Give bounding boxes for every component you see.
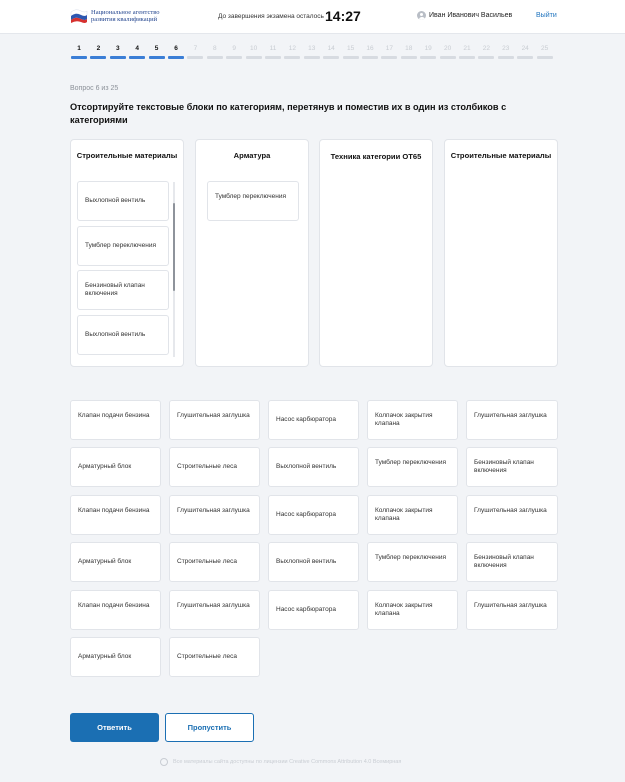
progress-step-number: 11 — [269, 45, 277, 52]
question-number: Вопрос 6 из 25 — [70, 85, 119, 92]
progress-step[interactable] — [459, 45, 475, 59]
answer-block[interactable]: Бензиновый клапан включения — [466, 542, 558, 582]
column-card[interactable]: Выхлопной вентиль — [77, 181, 169, 221]
progress-step[interactable] — [149, 45, 165, 59]
user-menu[interactable] — [417, 11, 512, 20]
progress-step[interactable] — [537, 45, 553, 59]
progress-step-bar — [343, 56, 359, 59]
progress-step-number: 20 — [443, 45, 452, 52]
answer-block[interactable]: Строительные леса — [169, 447, 260, 487]
progress-step-number: 17 — [385, 45, 393, 52]
progress-step-number: 9 — [232, 45, 236, 52]
progress-step[interactable] — [207, 45, 223, 59]
progress-step-bar — [246, 56, 262, 59]
question-text: Отсортируйте текстовые блоки по категориям, перетянув и поместив их в один из столбиков с категориями — [70, 102, 507, 125]
progress-step[interactable] — [304, 45, 320, 59]
progress-step-number: 3 — [115, 45, 120, 52]
progress-step-number: 19 — [424, 45, 432, 52]
progress-step-number: 24 — [521, 45, 529, 52]
progress-step-number: 21 — [463, 45, 471, 52]
progress-step-number: 25 — [540, 45, 549, 52]
answer-block[interactable]: Насос карбюратора — [268, 495, 359, 535]
progress-step-bar — [440, 56, 456, 59]
column-card[interactable]: Тумблер переключения — [77, 226, 169, 266]
answer-block[interactable]: Тумблер переключения — [367, 447, 458, 487]
answer-block[interactable]: Бензиновый клапан включения — [466, 447, 558, 487]
answer-block[interactable]: Клапан подачи бензина — [70, 495, 161, 535]
progress-step-bar — [284, 56, 300, 59]
progress-step[interactable] — [478, 45, 494, 59]
progress-step-bar — [420, 56, 436, 59]
progress-step-number: 18 — [405, 45, 413, 52]
progress-step-number: 14 — [327, 45, 335, 52]
answer-block[interactable]: Арматурный блок — [70, 447, 161, 487]
answer-block[interactable]: Глушительная заглушка — [169, 590, 260, 630]
progress-step[interactable] — [129, 45, 145, 59]
progress-step-bar — [265, 56, 281, 59]
answer-block[interactable]: Строительные леса — [169, 542, 260, 582]
progress-step-bar — [401, 56, 417, 59]
footer-text: Все материалы сайта доступны по лицензии Creative Commons Attribution 4.0 Всемирная — [173, 759, 402, 765]
user-name: Иван Иванович Васильев — [429, 12, 513, 19]
progress-step-bar — [149, 56, 165, 59]
answer-block[interactable]: Глушительная заглушка — [466, 400, 558, 440]
progress-step[interactable] — [498, 45, 514, 59]
progress-step-bar — [110, 56, 126, 59]
answer-block[interactable]: Глушительная заглушка — [169, 400, 260, 440]
progress-step[interactable] — [90, 45, 106, 59]
flag-logo-icon — [70, 8, 88, 24]
progress-step[interactable] — [381, 45, 397, 59]
progress-step[interactable] — [284, 45, 300, 59]
progress-step-number: 5 — [154, 45, 159, 52]
answer-block[interactable]: Глушительная заглушка — [466, 590, 558, 630]
progress-step[interactable] — [265, 45, 281, 59]
progress-step[interactable] — [226, 45, 242, 59]
answer-block[interactable]: Арматурный блок — [70, 542, 161, 582]
progress-step-bar — [90, 56, 106, 59]
column-scrollbar-thumb[interactable] — [173, 203, 176, 291]
answer-block[interactable]: Насос карбюратора — [268, 590, 359, 630]
category-column-4[interactable] — [444, 139, 558, 367]
logo-text — [91, 9, 159, 23]
column-title: Арматура — [233, 151, 271, 160]
column-title: Техника категории ОТ65 — [330, 152, 422, 161]
progress-step-bar — [323, 56, 339, 59]
logo[interactable] — [70, 8, 159, 24]
answer-block[interactable]: Насос карбюратора — [268, 400, 359, 440]
progress-step-number: 22 — [482, 45, 490, 52]
progress-step[interactable] — [110, 45, 126, 59]
answer-block[interactable]: Глушительная заглушка — [169, 495, 260, 535]
column-title: Строительные материалы — [450, 151, 552, 160]
category-column-3[interactable] — [319, 139, 433, 367]
progress-step-number: 2 — [96, 45, 101, 52]
answer-button[interactable]: Ответить — [70, 713, 159, 742]
exit-link[interactable]: Выйти — [536, 12, 557, 19]
timer-label: До завершения экзамена осталось — [218, 13, 324, 20]
answer-block[interactable]: Арматурный блок — [70, 637, 161, 677]
progress-step[interactable] — [517, 45, 533, 59]
progress-step-number: 8 — [212, 45, 217, 52]
creative-commons-icon — [160, 758, 168, 766]
progress-step[interactable] — [323, 45, 339, 59]
progress-step-bar — [71, 56, 87, 59]
user-avatar-icon — [417, 11, 426, 20]
progress-step-bar — [498, 56, 514, 59]
logo-line-1: Национальное агентство — [91, 9, 160, 16]
timer: 14:27 — [325, 8, 361, 24]
progress-step[interactable] — [246, 45, 262, 59]
progress-step-bar — [304, 56, 320, 59]
progress-step-number: 16 — [366, 45, 374, 52]
progress-step-number: 12 — [288, 45, 296, 52]
answer-block[interactable]: Колпачок закрытия клапана — [367, 400, 458, 440]
column-title: Строительные материалы — [76, 151, 178, 160]
column-card[interactable]: Тумблер переключения — [207, 181, 299, 221]
answer-block[interactable]: Глушительная заглушка — [466, 495, 558, 535]
progress-step-number: 7 — [193, 45, 198, 52]
progress-step-bar — [168, 56, 184, 59]
progress-step-number: 23 — [502, 45, 510, 52]
progress-step[interactable] — [168, 45, 184, 59]
column-card[interactable]: Выхлопной вентиль — [77, 315, 169, 355]
progress-step-bar — [226, 56, 242, 59]
progress-step[interactable] — [343, 45, 359, 59]
answer-block[interactable]: Выхлопной вентиль — [268, 542, 359, 582]
answer-block[interactable]: Колпачок закрытия клапана — [367, 495, 458, 535]
progress-step-bar — [517, 56, 533, 59]
progress-step-number: 10 — [249, 45, 258, 52]
answer-block[interactable]: Клапан подачи бензина — [70, 590, 161, 630]
progress-step-number: 15 — [346, 45, 355, 52]
progress-step-bar — [537, 56, 553, 59]
progress-step-number: 6 — [174, 45, 178, 52]
progress-step-number: 13 — [308, 45, 316, 52]
logo-line-2: развития квалификаций — [91, 16, 158, 23]
category-column-2[interactable] — [195, 139, 309, 367]
progress-step-bar — [187, 56, 203, 59]
progress-step[interactable] — [362, 45, 378, 59]
progress-step[interactable] — [420, 45, 436, 59]
progress-step-bar — [362, 56, 378, 59]
progress-step-number: 4 — [135, 45, 139, 52]
progress-step-bar — [129, 56, 145, 59]
progress-step-number: 1 — [77, 45, 81, 52]
skip-button[interactable]: Пропустить — [165, 713, 254, 742]
header — [0, 0, 625, 34]
progress-step-bar — [459, 56, 475, 59]
progress-step[interactable] — [71, 45, 87, 59]
answer-block[interactable]: Строительные леса — [169, 637, 260, 677]
column-card[interactable]: Бензиновый клапан включения — [77, 270, 169, 310]
answer-block[interactable]: Колпачок закрытия клапана — [367, 590, 458, 630]
progress-step-bar — [207, 56, 223, 59]
answer-block[interactable]: Тумблер переключения — [367, 542, 458, 582]
progress-step-bar — [381, 56, 397, 59]
progress-step[interactable] — [401, 45, 417, 59]
answer-block[interactable]: Выхлопной вентиль — [268, 447, 359, 487]
progress-step-bar — [478, 56, 494, 59]
progress-step[interactable] — [440, 45, 456, 59]
answer-block[interactable]: Клапан подачи бензина — [70, 400, 161, 440]
progress-step[interactable] — [187, 45, 203, 59]
footer — [160, 758, 401, 766]
